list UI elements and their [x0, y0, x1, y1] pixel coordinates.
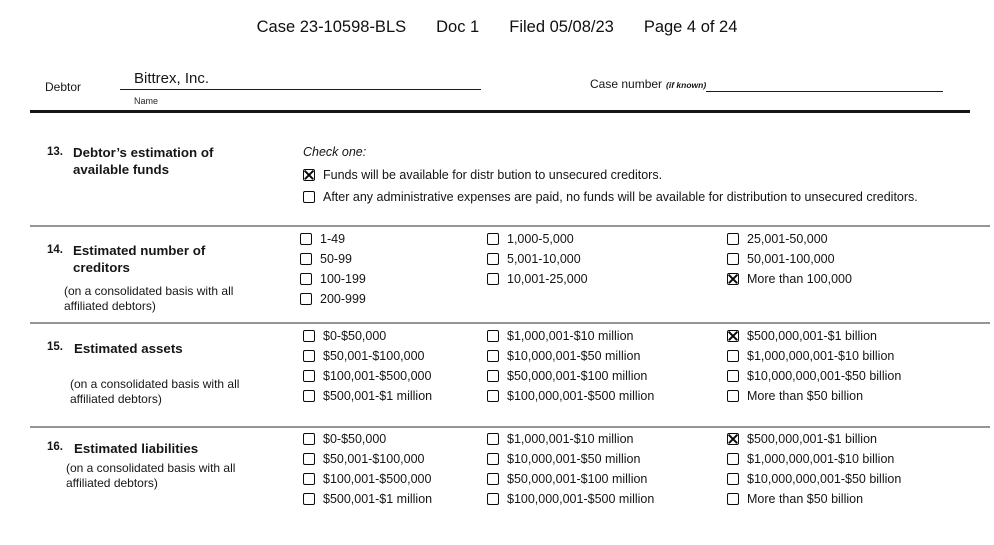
checkbox-option[interactable] — [303, 429, 432, 449]
checkbox-icon[interactable] — [727, 390, 739, 402]
checkbox-icon[interactable] — [303, 191, 315, 203]
checkbox-option[interactable] — [727, 386, 901, 406]
case-number-blank-line — [706, 78, 943, 92]
checkbox-icon[interactable] — [487, 273, 499, 285]
header-filed-date: Filed 05/08/23 — [509, 18, 614, 36]
checkbox-option[interactable] — [303, 326, 432, 346]
checkbox-icon[interactable] — [727, 493, 739, 505]
checkbox-option[interactable] — [300, 269, 366, 289]
option-label: $500,000,001-$1 billion — [747, 432, 877, 446]
creditors-column-1 — [300, 229, 366, 309]
checkbox-icon[interactable] — [487, 233, 499, 245]
checkbox-option[interactable] — [303, 449, 432, 469]
option-label: $50,000,001-$100 million — [507, 369, 648, 383]
checkbox-option[interactable] — [303, 164, 918, 186]
section-13-number: 13. — [47, 146, 63, 158]
checkbox-option[interactable] — [727, 489, 901, 509]
checkbox-option[interactable] — [727, 249, 852, 269]
checkbox-option[interactable] — [727, 269, 852, 289]
checkbox-option[interactable] — [727, 449, 901, 469]
checkbox-icon[interactable] — [487, 493, 499, 505]
section-15-number: 15. — [47, 341, 63, 353]
checkbox-option[interactable] — [303, 386, 432, 406]
option-label: 25,001-50,000 — [747, 232, 828, 246]
assets-column-1 — [303, 326, 432, 406]
checkbox-option[interactable] — [727, 346, 901, 366]
checkbox-icon[interactable] — [727, 453, 739, 465]
checkbox-option[interactable] — [727, 229, 852, 249]
option-label: $10,000,001-$50 million — [507, 452, 641, 466]
section-divider — [30, 426, 990, 428]
assets-column-3 — [727, 326, 901, 406]
checkbox-option[interactable] — [300, 289, 366, 309]
checkbox-icon[interactable] — [487, 350, 499, 362]
checkbox-option[interactable] — [300, 249, 366, 269]
option-label: $1,000,001-$10 million — [507, 329, 634, 343]
checkbox-icon[interactable] — [727, 253, 739, 265]
checkbox-icon[interactable] — [727, 350, 739, 362]
option-label: $10,000,000,001-$50 billion — [747, 369, 902, 383]
checkbox-option[interactable] — [487, 326, 654, 346]
checkbox-option[interactable] — [487, 249, 588, 269]
checkbox-option[interactable] — [487, 449, 654, 469]
assets-column-2 — [487, 326, 654, 406]
debtor-label: Debtor — [45, 80, 82, 94]
option-label: $1,000,001-$10 million — [507, 432, 634, 446]
option-label: 1-49 — [320, 232, 346, 246]
checkbox-option[interactable] — [303, 186, 918, 208]
option-label: 1,000-5,000 — [507, 232, 574, 246]
option-label: $100,000,001-$500 million — [507, 389, 655, 403]
option-label: More than 100,000 — [747, 272, 852, 286]
case-number-field — [590, 77, 943, 92]
checkbox-icon[interactable] — [303, 493, 315, 505]
section-15-subtitle: (on a consolidated basis with all affiliated debtors) — [70, 377, 240, 406]
option-label: $50,000,001-$100 million — [507, 472, 648, 486]
available-funds-options — [303, 164, 918, 208]
check-one-instruction: Check one: — [303, 145, 367, 159]
checkbox-icon[interactable] — [300, 273, 312, 285]
section-16-number: 16. — [47, 441, 63, 453]
section-divider — [30, 322, 990, 324]
checkbox-icon[interactable] — [303, 330, 315, 342]
checked-checkbox-icon[interactable] — [303, 169, 315, 181]
checkbox-option[interactable] — [727, 469, 901, 489]
checkbox-icon[interactable] — [727, 370, 739, 382]
checkbox-icon[interactable] — [487, 330, 499, 342]
checkbox-option[interactable] — [487, 386, 654, 406]
option-label: 50-99 — [320, 252, 352, 266]
section-16-title: Estimated liabilities — [74, 441, 199, 456]
option-label: More than $50 billion — [747, 492, 864, 506]
option-label: 50,001-100,000 — [747, 252, 835, 266]
checkbox-icon[interactable] — [487, 453, 499, 465]
header-page-count: Page 4 of 24 — [643, 18, 738, 36]
option-label: Funds will be available for distr bution to unsecured creditors. — [323, 168, 663, 182]
checkbox-option[interactable] — [303, 489, 432, 509]
option-label: After any administrative expenses are paid, no funds will be available for distribution to unsecured creditors. — [323, 190, 918, 204]
option-label: $10,000,000,001-$50 billion — [747, 472, 902, 486]
checkbox-option[interactable] — [487, 229, 588, 249]
option-label: $50,001-$100,000 — [323, 349, 425, 363]
option-label: $1,000,000,001-$10 billion — [747, 452, 895, 466]
checkbox-icon[interactable] — [303, 350, 315, 362]
option-label: 100-199 — [320, 272, 366, 286]
checkbox-icon[interactable] — [303, 370, 315, 382]
checkbox-option[interactable] — [487, 346, 654, 366]
checkbox-icon[interactable] — [303, 473, 315, 485]
checked-checkbox-icon[interactable] — [727, 433, 739, 445]
case-number-label: Case number — [590, 77, 663, 91]
checkbox-option[interactable] — [300, 229, 366, 249]
checkbox-option[interactable] — [487, 269, 588, 289]
checked-checkbox-icon[interactable] — [727, 273, 739, 285]
checkbox-option[interactable] — [487, 489, 654, 509]
option-label: 200-999 — [320, 292, 366, 306]
section-14-subtitle: (on a consolidated basis with all affiliated debtors) — [64, 284, 234, 313]
debtor-name-caption: Name — [134, 96, 159, 106]
liabilities-column-3 — [727, 429, 901, 509]
option-label: $50,001-$100,000 — [323, 452, 425, 466]
section-13-title: Debtor’s estimation of available funds — [73, 145, 214, 177]
checkbox-option[interactable] — [487, 469, 654, 489]
option-label: 5,001-10,000 — [507, 252, 581, 266]
checkbox-icon[interactable] — [487, 253, 499, 265]
checkbox-option[interactable] — [727, 429, 901, 449]
checkbox-icon[interactable] — [300, 233, 312, 245]
option-label: $500,001-$1 million — [323, 492, 433, 506]
option-label: $100,001-$500,000 — [323, 369, 432, 383]
option-label: More than $50 billion — [747, 389, 864, 403]
section-15-title: Estimated assets — [74, 341, 183, 356]
section-16-subtitle: (on a consolidated basis with all affiliated debtors) — [66, 461, 236, 490]
option-label: $1,000,000,001-$10 billion — [747, 349, 895, 363]
creditors-column-3 — [727, 229, 852, 289]
checkbox-icon[interactable] — [303, 390, 315, 402]
debtor-name-value: Bittrex, Inc. — [134, 70, 210, 87]
option-label: $100,001-$500,000 — [323, 472, 432, 486]
checkbox-icon[interactable] — [303, 433, 315, 445]
header-divider — [30, 110, 970, 113]
debtor-name-field — [120, 70, 481, 90]
checkbox-icon[interactable] — [487, 433, 499, 445]
checkbox-icon[interactable] — [300, 293, 312, 305]
checkbox-icon[interactable] — [727, 473, 739, 485]
checkbox-icon[interactable] — [487, 473, 499, 485]
section-divider — [30, 225, 990, 227]
checkbox-option[interactable] — [303, 346, 432, 366]
header-case-number: Case 23-10598-BLS — [256, 18, 407, 36]
checkbox-option[interactable] — [487, 429, 654, 449]
option-label: $10,000,001-$50 million — [507, 349, 641, 363]
checkbox-option[interactable] — [303, 366, 432, 386]
creditors-column-2 — [487, 229, 588, 289]
option-label: $0-$50,000 — [323, 329, 387, 343]
checkbox-icon[interactable] — [487, 370, 499, 382]
checkbox-option[interactable] — [303, 469, 432, 489]
option-label: $100,000,001-$500 million — [507, 492, 655, 506]
checkbox-icon[interactable] — [487, 390, 499, 402]
checkbox-icon[interactable] — [303, 453, 315, 465]
option-label: $0-$50,000 — [323, 432, 387, 446]
checkbox-option[interactable] — [727, 326, 901, 346]
liabilities-column-2 — [487, 429, 654, 509]
option-label: $500,001-$1 million — [323, 389, 433, 403]
checkbox-option[interactable] — [487, 366, 654, 386]
section-14-title: Estimated number of creditors — [73, 243, 206, 275]
checked-checkbox-icon[interactable] — [727, 330, 739, 342]
option-label: 10,001-25,000 — [507, 272, 588, 286]
liabilities-column-1 — [303, 429, 432, 509]
case-number-hint: (if known) — [666, 80, 707, 90]
section-14-number: 14. — [47, 244, 63, 256]
case-header — [0, 18, 994, 37]
checkbox-icon[interactable] — [727, 233, 739, 245]
header-doc-number: Doc 1 — [436, 18, 480, 36]
option-label: $500,000,001-$1 billion — [747, 329, 877, 343]
checkbox-option[interactable] — [727, 366, 901, 386]
checkbox-icon[interactable] — [300, 253, 312, 265]
